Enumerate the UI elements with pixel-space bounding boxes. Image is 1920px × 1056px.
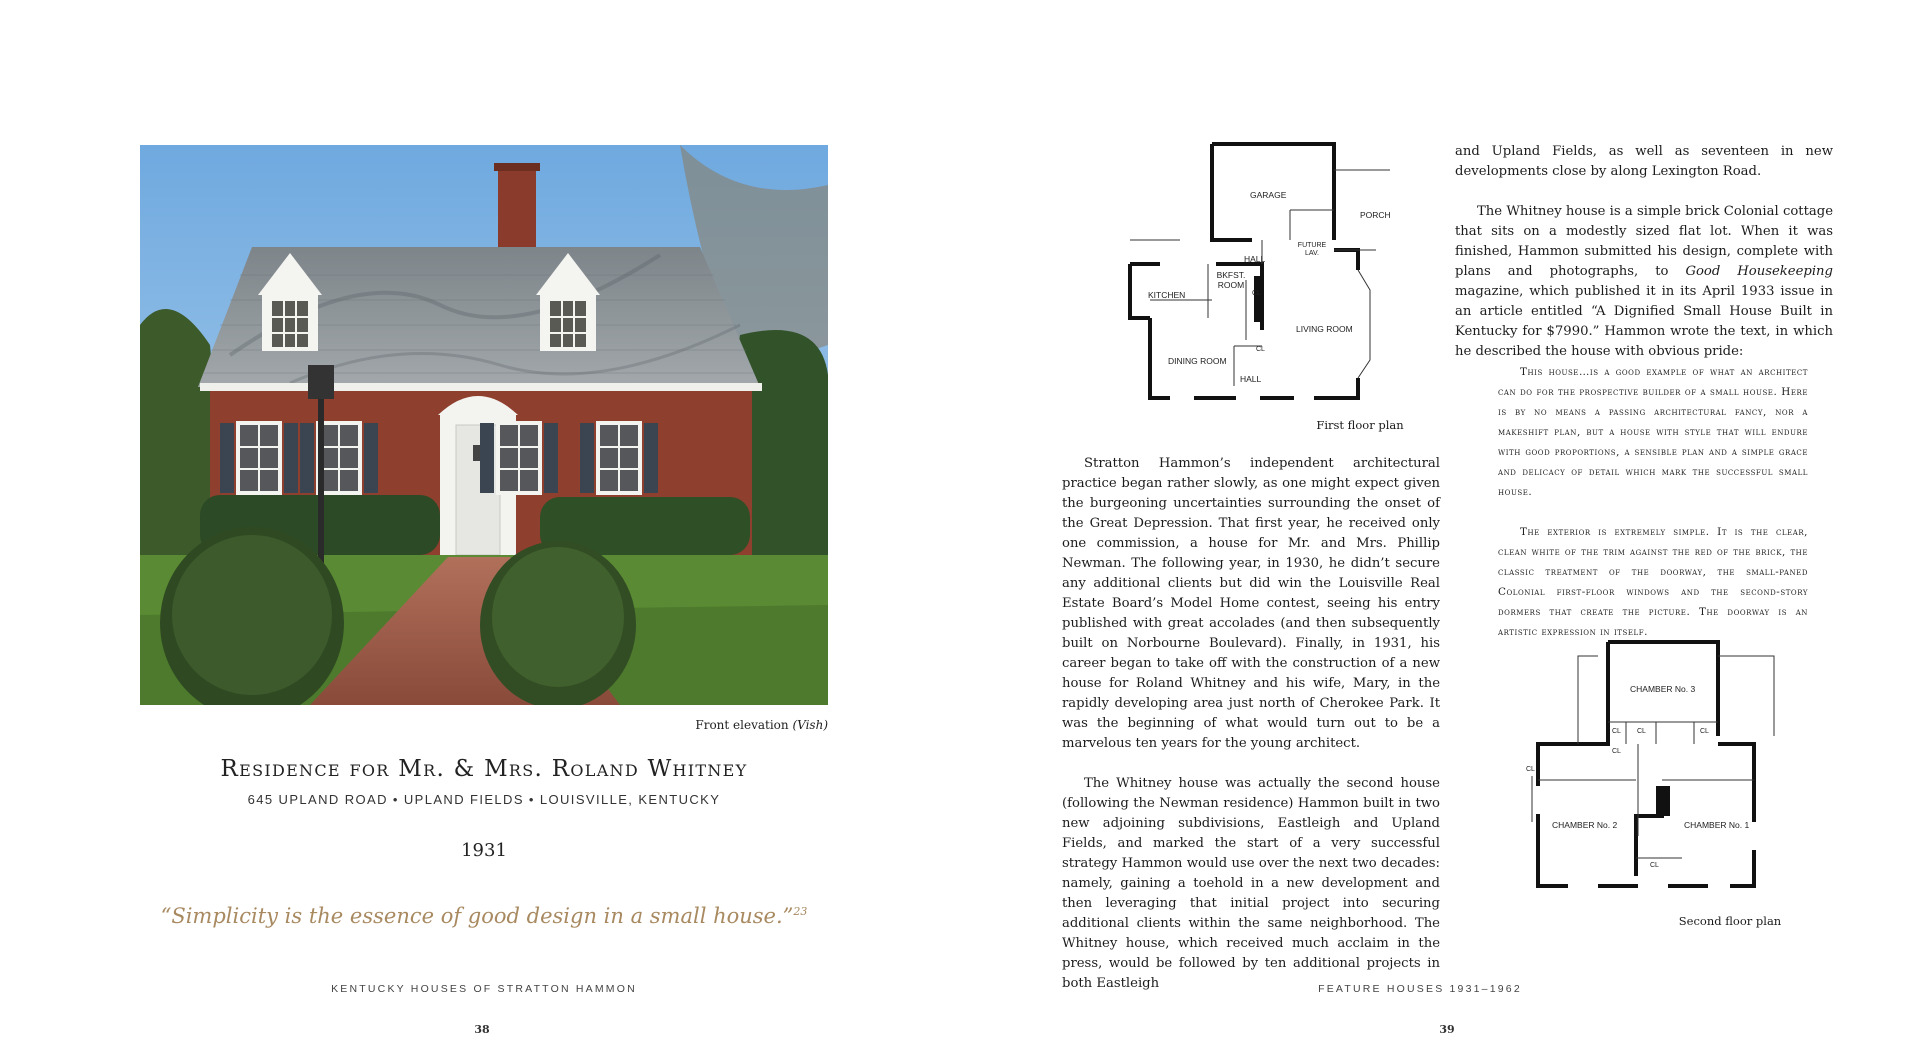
body-paragraph-continuation: and Upland Fields, as well as seventeen in new developments close by along Lexington Road.	[1455, 144, 1833, 179]
epigraph-quote	[140, 904, 828, 928]
plan-label-cl-2: CL	[1256, 346, 1265, 353]
plan-label-dining-room: DINING ROOM	[1168, 356, 1227, 366]
residence-title: Residence for Mr. & Mrs. Roland Whitney	[220, 756, 748, 782]
page-number-left: 38	[474, 1023, 490, 1036]
plan-label-cl: CL	[1612, 748, 1621, 755]
first-floor-plan-caption: First floor plan	[1316, 418, 1404, 432]
photo-caption-text: Front elevation	[695, 718, 789, 732]
plan-label-living-room: LIVING ROOM	[1296, 324, 1353, 334]
epigraph-quote-text: “Simplicity is the essence of good design in a small house.”	[160, 904, 794, 928]
photo-caption	[600, 718, 828, 732]
first-floor-plan	[1120, 140, 1390, 410]
plan-label-kitchen: KITCHEN	[1148, 290, 1186, 300]
plan-label-bkfst-room: BKFST. ROOM	[1216, 270, 1246, 290]
plan-label-chamber-3: CHAMBER No. 3	[1630, 684, 1696, 694]
plan-label-garage: GARAGE	[1250, 190, 1287, 200]
plan-label-future-lav: FUTURE LAV.	[1297, 242, 1327, 257]
plan-label-cl: CL	[1700, 728, 1709, 735]
body-paragraph	[1455, 202, 1833, 362]
footnote-ref: 23	[793, 905, 808, 918]
body-column-right	[1455, 142, 1833, 362]
second-floor-plan	[1508, 636, 1788, 906]
plan-label-chamber-1: CHAMBER No. 1	[1684, 820, 1750, 830]
plan-label-cl: CL	[1650, 862, 1659, 869]
plan-label-cl: CL	[1612, 728, 1621, 735]
photo-credit: (Vish)	[792, 718, 828, 732]
body-paragraph: Stratton Hammon’s independent architectural practice began rather slowly, as one might expect given the burgeoning uncertainties surrounding the onset of the Great Depression. That first year, he received only one commission, a house for Mr. and Mrs. Phillip Newman. The following year, in 1930, he didn’t secure any additional clients but did win the Louisville Real Estate Board’s Model Home contest, seeing his entry published with great accolades (and then subsequently built on Norbourne Boulevard). Finally, in 1931, his career began to take off with the construction of a new house for Roland Whitney and his wife, Mary, in the rapidly developing area just north of Cherokee Park. It was the beginning of what would turn out to be a marvelous ten years for the young architect.	[1062, 456, 1440, 751]
paragraph-text: magazine, which published it in its April 1933 issue in an article entitled “A Dignified Small House Built in Kentucky for $7990.” Hammon wrote the text, in which he described the house with obvious pride:	[1455, 284, 1833, 359]
quotation-paragraph: The exterior is extremely simple. It is the clear, clean white of the trim against the red of the brick, the classic treatment of the doorway, the small-paned Colonial first-floor windows and the second-story dormers that create the picture. The doorway is an artistic expression in itself.	[1498, 526, 1808, 638]
magazine-title: Good Housekeeping	[1685, 264, 1833, 279]
paragraph-text: The Whitney house is a simple brick Colonial cottage that sits on a modestly sized flat lot. When it was finished, Hammon submitted his design, complete with plans and photographs, to	[1455, 204, 1833, 279]
running-head-right: FEATURE HOUSES 1931–1962	[1318, 983, 1522, 995]
plan-label-hall-top: HALL	[1244, 254, 1266, 264]
plan-label-chamber-2: CHAMBER No. 2	[1552, 820, 1618, 830]
running-head-left: KENTUCKY HOUSES OF STRATTON HAMMON	[331, 983, 637, 995]
plan-label-cl: CL	[1637, 728, 1646, 735]
plan-label-porch: PORCH	[1360, 210, 1391, 220]
plan-label-hall-bottom: HALL	[1240, 374, 1262, 384]
residence-address: 645 UPLAND ROAD • UPLAND FIELDS • LOUISVILLE, KENTUCKY	[247, 792, 721, 807]
plan-label-cl: CL	[1526, 766, 1535, 773]
second-floor-plan-caption: Second floor plan	[1678, 914, 1782, 928]
plan-label-cl-1: CL	[1252, 290, 1261, 297]
residence-year: 1931	[461, 840, 507, 861]
block-quotation	[1498, 362, 1808, 642]
house-photo	[140, 145, 828, 705]
body-paragraph: The Whitney house was actually the second house (following the Newman residence) Hammon built in two new adjoining subdivisions, Eastleigh and Upland Fields, and marked the start of a very successful strategy Hammon would use over the next two decades: namely, gaining a toehold in a new development and then leveraging that initial project into securing additional clients within the same neighborhood. The Whitney house, which received much acclaim in the press, would be followed by ten additional projects in both Eastleigh	[1062, 776, 1440, 991]
quotation-paragraph: This house…is a good example of what an architect can do for the prospective builder of a small house. Here is by no means a passing architectural fancy, nor a makeshift plan, but a house with style that will endure with good proportions, a sensible plan and a simple grace and delicacy of detail which mark the successful small house.	[1498, 366, 1808, 498]
page-number-right: 39	[1439, 1023, 1455, 1036]
body-column-left	[1062, 454, 1440, 994]
